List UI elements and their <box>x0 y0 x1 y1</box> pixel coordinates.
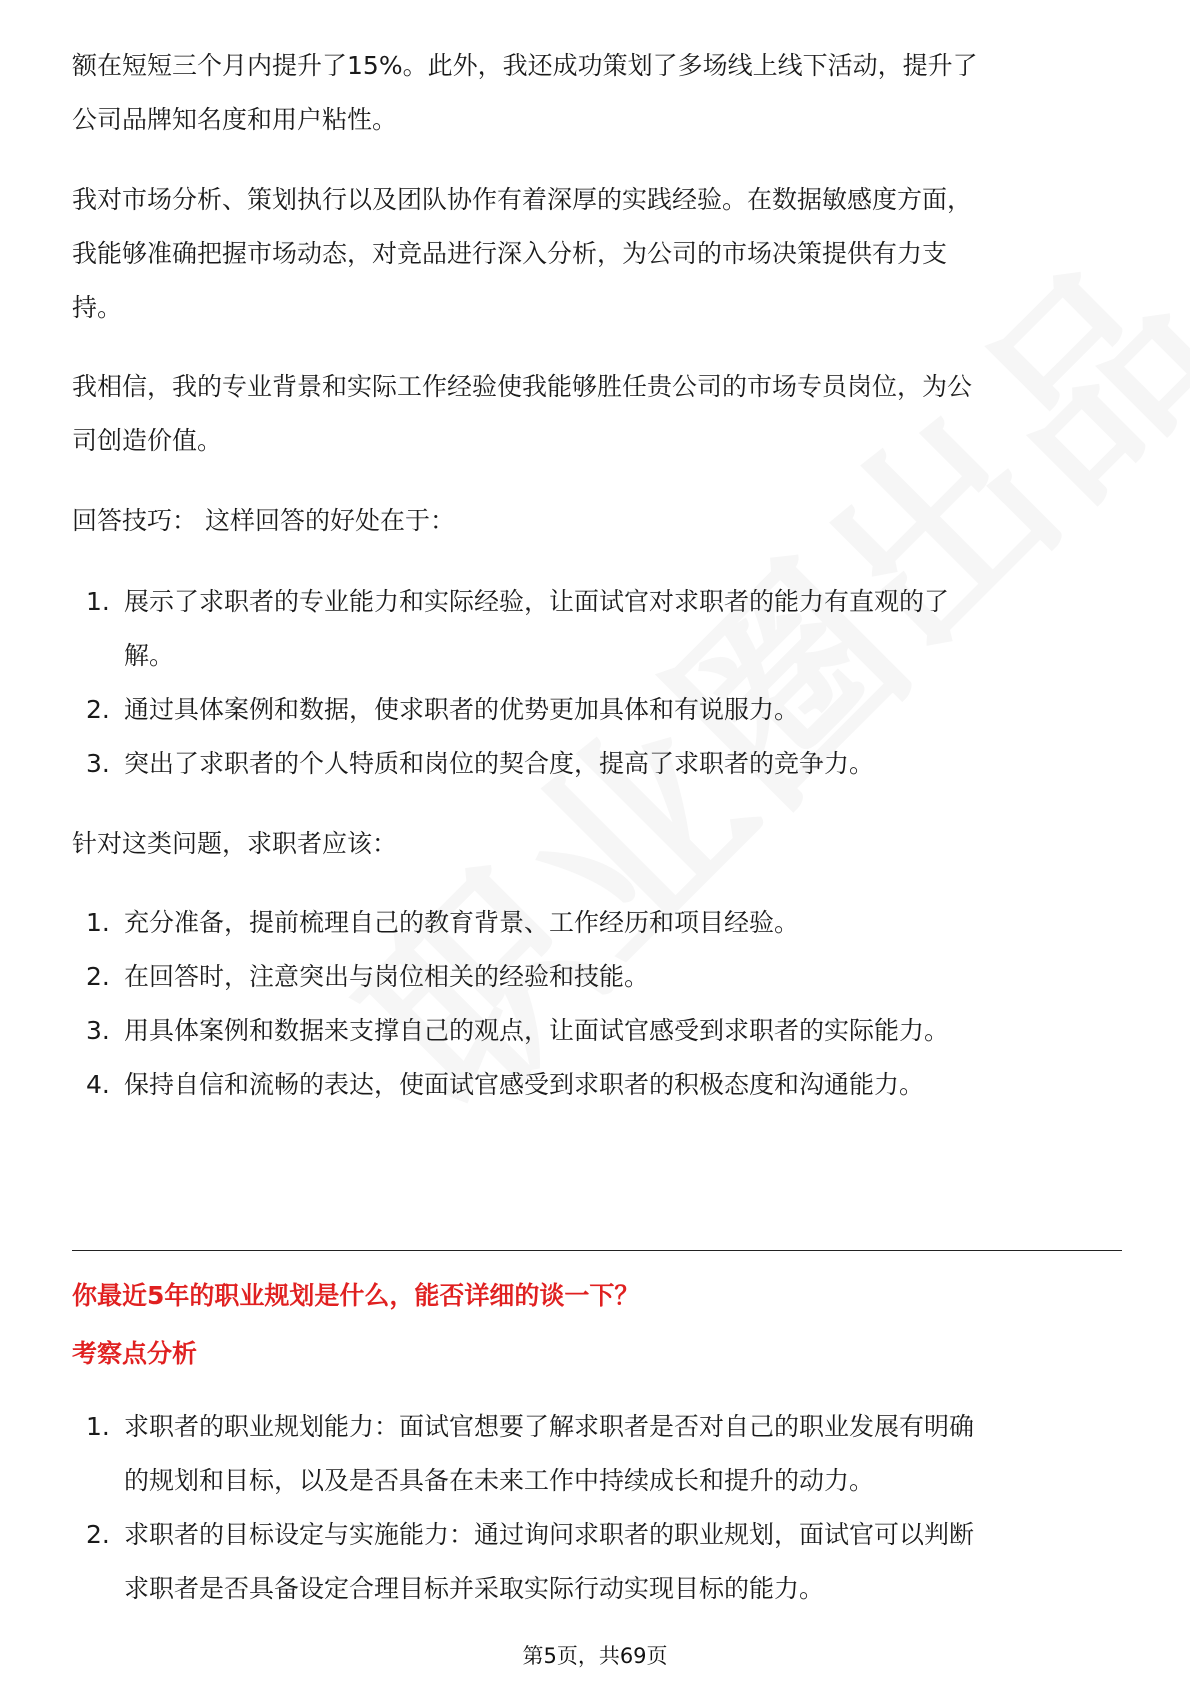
list-text: 通过具体案例和数据，使求职者的优势更加具体和有说服力。 <box>124 695 800 724</box>
paragraph-line: 我相信，我的专业背景和实际工作经验使我能够胜任贵公司的市场专员岗位，为公 <box>72 372 973 401</box>
list-text: 展示了求职者的专业能力和实际经验，让面试官对求职者的能力有直观的了 <box>124 587 950 616</box>
list-item <box>72 1002 1122 1059</box>
list-text: 突出了求职者的个人特质和岗位的契合度，提高了求职者的竞争力。 <box>124 749 875 778</box>
list-item-continuation <box>72 627 1122 684</box>
list-item-continuation <box>72 1452 1122 1509</box>
list-item-continuation <box>72 1560 1122 1617</box>
list-item <box>72 735 1122 792</box>
list-number: 2. <box>86 1520 110 1549</box>
list-text: 在回答时，注意突出与岗位相关的经验和技能。 <box>124 962 650 991</box>
list-text: 充分准备，提前梳理自己的教育背景、工作经历和项目经验。 <box>124 908 800 937</box>
advice-heading: 针对这类问题，求职者应该： <box>72 829 398 858</box>
list-item <box>72 948 1122 1005</box>
section-divider <box>72 1250 1122 1251</box>
paragraph-line: 我对市场分析、策划执行以及团队协作有着深厚的实践经验。在数据敏感度方面， <box>72 185 973 214</box>
list-number: 4. <box>86 1070 110 1099</box>
list-item <box>72 573 1122 630</box>
question-title: 你最近5年的职业规划是什么，能否详细的谈一下？ <box>72 1281 640 1310</box>
paragraph-line: 持。 <box>72 293 123 322</box>
list-number: 1. <box>86 587 110 616</box>
analysis-label: 考察点分析 <box>72 1339 198 1368</box>
list-text: 用具体案例和数据来支撑自己的观点，让面试官感受到求职者的实际能力。 <box>124 1016 950 1045</box>
paragraph-line: 公司品牌知名度和用户粘性。 <box>72 105 398 134</box>
list-text: 求职者的职业规划能力：面试官想要了解求职者是否对自己的职业发展有明确 <box>124 1412 975 1441</box>
list-text: 求职者是否具备设定合理目标并采取实际行动实现目标的能力。 <box>124 1574 825 1603</box>
list-text: 求职者的目标设定与实施能力：通过询问求职者的职业规划，面试官可以判断 <box>124 1520 975 1549</box>
list-item <box>72 1398 1122 1455</box>
list-number: 1. <box>86 908 110 937</box>
list-number: 2. <box>86 695 110 724</box>
list-item <box>72 894 1122 951</box>
paragraph-line: 司创造价值。 <box>72 426 223 455</box>
list-item <box>72 1056 1122 1113</box>
list-number: 3. <box>86 749 110 778</box>
list-item <box>72 681 1122 738</box>
list-text: 解。 <box>124 641 175 670</box>
list-number: 1. <box>86 1412 110 1441</box>
list-text: 的规划和目标，以及是否具备在未来工作中持续成长和提升的动力。 <box>124 1466 875 1495</box>
list-text: 保持自信和流畅的表达，使面试官感受到求职者的积极态度和沟通能力。 <box>124 1070 925 1099</box>
paragraph-line: 我能够准确把握市场动态，对竞品进行深入分析，为公司的市场决策提供有力支 <box>72 239 948 268</box>
list-item <box>72 1506 1122 1563</box>
page-number: 第5页，共69页 <box>522 1644 668 1668</box>
list-number: 2. <box>86 962 110 991</box>
paragraph-line: 额在短短三个月内提升了15%。此外，我还成功策划了多场线上线下活动，提升了 <box>72 51 978 80</box>
list-number: 3. <box>86 1016 110 1045</box>
tips-heading: 回答技巧： 这样回答的好处在于： <box>72 506 455 535</box>
